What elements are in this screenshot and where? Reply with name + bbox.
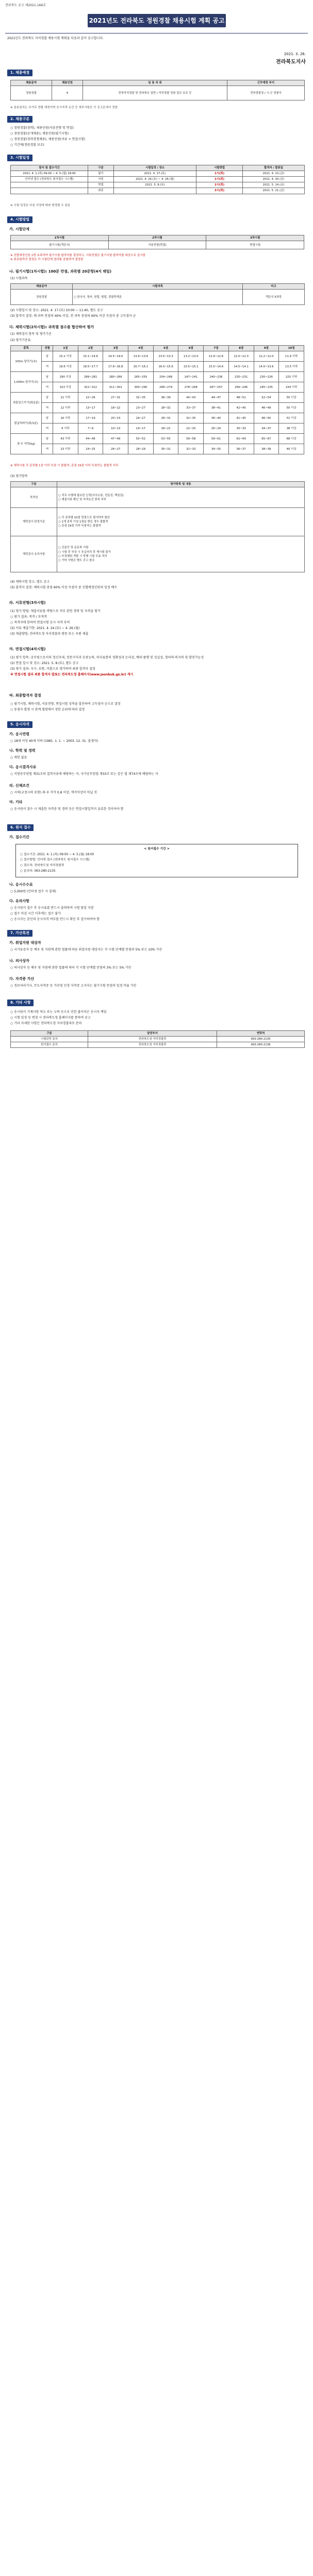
table-cell: 16.0~15.6 bbox=[153, 362, 178, 372]
table-cell: 남 bbox=[42, 393, 53, 403]
list-item: ○ 기간제(정원경찰 보조) bbox=[10, 143, 44, 147]
paragraph bbox=[10, 1010, 307, 1027]
table-cell: 7~9 bbox=[78, 423, 103, 434]
table-cell: 12.5~12.3 bbox=[228, 351, 254, 362]
subsection-heading: 다. 유의사항 bbox=[9, 899, 29, 903]
table-cell: 2021. 5. 14.(금) bbox=[243, 182, 305, 188]
list-item: (4) 체력시험 장소: 별도 공고 bbox=[10, 580, 50, 584]
table-cell: 34~35 bbox=[204, 444, 229, 454]
table-cell: 서류전형(면접) bbox=[108, 241, 206, 249]
table-cell: 234 이하 bbox=[279, 382, 304, 393]
section-heading: 4. 시험방법 bbox=[7, 216, 32, 223]
table-cell: 48~51 bbox=[228, 393, 254, 403]
schedule-table bbox=[10, 165, 305, 194]
table-header: 4점 bbox=[128, 346, 154, 351]
table-cell: 면접시험 bbox=[206, 241, 304, 249]
paragraph: ○ 응시원서 접수 시 제출한 자격증 및 경력 등은 면접시험일까지 유효한 것이어야 함 bbox=[10, 807, 124, 811]
table-cell: 24~25 bbox=[78, 444, 103, 454]
paragraph: ○ 제한 없음 bbox=[10, 756, 27, 759]
publication-date: 2021. 3. 26. bbox=[284, 52, 306, 56]
subsection-heading: 가. 응시연령 bbox=[9, 732, 29, 736]
table-cell bbox=[11, 182, 88, 188]
table-cell: 32~33 bbox=[178, 444, 204, 454]
table-cell: 2021. 4. 23.(금) bbox=[243, 171, 305, 177]
recruitment-table bbox=[10, 80, 305, 100]
note-text bbox=[10, 253, 307, 262]
table-cell: 063-280-2135 bbox=[217, 1037, 305, 1042]
table-cell: 14~17 bbox=[128, 423, 154, 434]
table-cell: 적격성 bbox=[11, 487, 57, 508]
subsection-heading: 나. 학력 및 경력 bbox=[9, 749, 36, 753]
table-cell: ○ 직무 수행에 필요한 능력(의사소통, 전문성, 책임감) ○ 제출서류 확인 및 자격요건 충족 여부 bbox=[57, 487, 305, 508]
table-cell: 290 이상 bbox=[53, 372, 78, 382]
subsection-heading: 가. 접수기간 bbox=[9, 835, 29, 839]
table-cell bbox=[114, 188, 196, 194]
subsection-heading: 바. 최종합격자 결정 bbox=[9, 693, 41, 698]
subject-table bbox=[10, 283, 305, 305]
paragraph bbox=[10, 609, 307, 637]
note-line: ※ 선발예정인원 1명 초과하여 필기시험 합격자를 결정하고, 서류전형은 필기시험 합격자를 대상으로 실시함 bbox=[10, 254, 145, 257]
subsection-heading: 나. 필기시험(1차시험): 100문 만점, 과목별 20문항(4지 택일) bbox=[9, 269, 112, 274]
table-cell: 전라북도청 자치경찰과 bbox=[88, 1037, 217, 1042]
table-header: 3차시험 bbox=[206, 235, 304, 241]
list-item: (1) 평가 항목: 공무원으로서의 정신자세, 전문지식과 응용능력, 의사표현의 정확성과 논리성, 예의·품행 및 성실성, 창의력·의지력 및 발전가능성 bbox=[10, 656, 204, 659]
table-header: 원서 및 접수기간 bbox=[11, 165, 88, 171]
table-cell: 3시(회) bbox=[196, 188, 243, 194]
table-header: 채용분야 bbox=[11, 80, 52, 86]
table-cell: 팔굽혀펴기(회/1분) bbox=[11, 413, 42, 434]
table-header: 종목 bbox=[11, 346, 42, 351]
table-cell: 26~27 bbox=[103, 444, 128, 454]
table-cell: 15.1~14.6 bbox=[78, 351, 103, 362]
table-cell: 2시(회) bbox=[196, 182, 243, 188]
list-item: ○ 정원경찰(공개채용), 채용인원(필기시험) bbox=[10, 132, 69, 135]
table-cell: 15.2 이상 bbox=[53, 351, 78, 362]
table-cell: 4 bbox=[52, 86, 83, 100]
table-cell: 52~54 bbox=[254, 393, 279, 403]
table-cell: 36~40 bbox=[204, 413, 229, 423]
list-item: (2) 시험일시 및 장소: 2021. 4. 17.(토) 10:00 ~ 11:40, 별도 공고 bbox=[10, 309, 103, 312]
table-cell: 50 이상 bbox=[279, 403, 304, 413]
box-line: ○ 문의처: 063-280-2135 bbox=[20, 869, 56, 873]
section-heading: 1. 채용예정 bbox=[7, 70, 32, 76]
list-item: (5) 합격자 결정: 체력시험 총점 60% 이상 득점자 중 선발예정인원의 일정 배수 bbox=[10, 586, 118, 589]
table-cell: 윗몸일으키기(회/1분) bbox=[11, 393, 42, 413]
table-cell: 230~226 bbox=[254, 372, 279, 382]
table-cell: 34~37 bbox=[254, 423, 279, 434]
table-cell: 225 이하 bbox=[279, 372, 304, 382]
note-text: ※ 체력시험 각 종목별 1점 이하 득점 시 불합격, 총점 19점 이하 득점자는 불합격 처리 bbox=[10, 464, 119, 467]
table-cell: 14.5~14.0 bbox=[103, 351, 128, 362]
table-header: 2점 bbox=[78, 346, 103, 351]
table-cell: 51 이상 bbox=[279, 413, 304, 423]
list-item: ○ 응시자는 본인의 응시자격 여부를 반드시 확인 후 접수하여야 함 bbox=[10, 918, 100, 921]
paragraph bbox=[10, 308, 307, 319]
table-header: 1점 bbox=[53, 346, 78, 351]
table-cell: 13~17 bbox=[78, 403, 103, 413]
table-cell: 27~31 bbox=[103, 393, 128, 403]
table-cell: 235~231 bbox=[228, 372, 254, 382]
list-item: ○ 시험 일정 등 변경 시 전라북도청 홈페이지를 통하여 공고 bbox=[10, 1016, 91, 1020]
table-cell: 1시(회) bbox=[196, 177, 243, 182]
list-item: (1) 평가 방법: 제출서류를 바탕으로 직무 관련 경력 및 자격을 평가 bbox=[10, 609, 101, 613]
table-row bbox=[11, 413, 304, 423]
table-cell: 1,000m 달리기(초) bbox=[11, 372, 42, 393]
box-line: ○ 접수기간: 2021. 4. 1.(목) 09:00 ~ 4. 5.(월) 18:00 bbox=[20, 853, 94, 856]
table-cell: 33~37 bbox=[178, 403, 204, 413]
table-cell: 2021. 5. 8.(토) bbox=[114, 182, 196, 188]
table-cell: 22~25 bbox=[178, 423, 204, 434]
table-row bbox=[11, 444, 304, 454]
table-row bbox=[11, 434, 304, 444]
table-cell: 13.2~13.0 bbox=[178, 351, 204, 362]
table-header: 담당부서 bbox=[88, 1031, 217, 1037]
highlight-note: ※ 면접시험 결과 최종 합격자 발표는 전라북도청 홈페이지(www.jeonbuk.go.kr) 게시 bbox=[10, 673, 134, 676]
table-row bbox=[11, 403, 304, 413]
table-cell: 2021. 5. 21.(금) bbox=[243, 188, 305, 194]
table-cell: 46~49 bbox=[254, 403, 279, 413]
paragraph: ○ 의사상자 등 예우 및 지원에 관한 법률에 따라 각 시험 단계별 만점의 3% 또는 5% 가산 bbox=[10, 966, 131, 970]
box-title: < 원서접수 기간 > bbox=[144, 848, 170, 851]
table-header: 연락처 bbox=[217, 1031, 305, 1037]
note-text: ※ 시험 일정은 다음 사정에 따라 변경될 수 있음 bbox=[10, 204, 71, 207]
table-cell: 59~61 bbox=[204, 434, 229, 444]
table-cell: 311~301 bbox=[103, 382, 128, 393]
table-cell: 289~279 bbox=[153, 382, 178, 393]
issuing-organization: 전라북도지사 bbox=[276, 59, 306, 65]
table-header: 5점 bbox=[153, 346, 178, 351]
table-cell: 28~29 bbox=[128, 444, 154, 454]
paragraph bbox=[10, 126, 307, 148]
table-cell: 56~58 bbox=[178, 434, 204, 444]
table-cell: 13.9~13.6 bbox=[128, 351, 154, 362]
paragraph: ○ 시력(교정시력 포함) 좌·우 각각 0.8 이상, 색각이상이 아닐 것 bbox=[10, 791, 97, 794]
table-header: 합격자 / 발표일 bbox=[243, 165, 305, 171]
table-cell: 15.0~14.6 bbox=[204, 362, 229, 372]
table-cell: 14.0~13.6 bbox=[254, 362, 279, 372]
table-cell: 시험관련 문의 bbox=[11, 1037, 88, 1042]
table-cell: 여 bbox=[42, 444, 53, 454]
table-row bbox=[11, 351, 304, 362]
table-cell: 13.5 이하 bbox=[279, 362, 304, 372]
table-cell: 17.6~16.8 bbox=[103, 362, 128, 372]
list-item: ○ 동점자 발생 시 관계 법령에서 정한 순위에 따라 결정 bbox=[10, 708, 85, 711]
table-cell: 32~35 bbox=[178, 413, 204, 423]
paragraph: ○ 국가유공자 등 예우 및 지원에 관한 법률에 따른 취업지원 대상자는 각 시험 단계별 만점의 5% 또는 10% 가산 bbox=[10, 948, 162, 952]
document-title: 2021년도 전라북도 정원경찰 채용시험 계획 공고 bbox=[88, 14, 226, 27]
table-cell: 16.7~16.1 bbox=[128, 362, 154, 372]
table-cell: 46~50 bbox=[254, 413, 279, 423]
table-cell: 40 이상 bbox=[279, 444, 304, 454]
table-cell: 300~290 bbox=[128, 382, 154, 393]
table-cell: 38 이상 bbox=[279, 423, 304, 434]
note-line: ※ 최종합격자 결정은 각 시험단계 결과를 종합하여 결정함 bbox=[10, 258, 84, 262]
paragraph: ○ 지방공무원법 제31조의 결격사유에 해당하는 자, 국가공무원법 제33조 또는 같은 법 제74조에 해당하는 자 bbox=[10, 772, 158, 776]
table-cell: 18~22 bbox=[103, 403, 128, 413]
table-header: 10점 bbox=[279, 346, 304, 351]
table-cell: 50~52 bbox=[128, 434, 154, 444]
table-header: 9점 bbox=[254, 346, 279, 351]
table-cell: 면접 bbox=[88, 182, 114, 188]
table-cell: 여 bbox=[42, 423, 53, 434]
table-cell: 240~236 bbox=[204, 372, 229, 382]
section-heading: 3. 시험일정 bbox=[7, 155, 32, 161]
paragraph bbox=[10, 906, 307, 923]
table-cell: 47~49 bbox=[103, 434, 128, 444]
table-header: 2차시험 bbox=[108, 235, 206, 241]
paragraph: (1) 체력검사 항목 및 평가기준 bbox=[10, 332, 52, 336]
list-item: (3) 합격자 결정: 매 과목 만점의 40% 이상, 전 과목 총점의 60% 이상 득점자 중 고득점자 순 bbox=[10, 314, 136, 318]
table-header: 성별 bbox=[42, 346, 53, 351]
list-item: ○ 적격자에 한하여 면접시험 응시 자격 부여 bbox=[10, 621, 70, 624]
subsection-heading: 가. 시험단계 bbox=[9, 227, 29, 231]
subsection-heading: 다. 응시결격사유 bbox=[9, 765, 37, 769]
table-row bbox=[11, 393, 304, 403]
paragraph bbox=[10, 655, 307, 678]
table-cell: 323 이상 bbox=[53, 382, 78, 393]
paragraph: (1) 시험과목 bbox=[10, 277, 28, 280]
table-header: 임 용 직 위 bbox=[83, 80, 227, 86]
table-cell: ○ 신분증 및 운동복 지참 ○ 시험 중 부상 시 응급처치 후 재시험 불가 ○ 부정행위 적발 시 당해 시험 무효 처리 ○ 기타 사항은 별도 공고 참조 bbox=[57, 536, 305, 572]
table-cell: 18.5~17.7 bbox=[78, 362, 103, 372]
paragraph: ○ 정보처리기사, 무도자격증 등 가산점 인정 자격증 소지자는 필기시험 만점의 일정 비율 가산 bbox=[10, 984, 137, 988]
contact-table bbox=[10, 1030, 305, 1048]
table-cell: 65~67 bbox=[254, 434, 279, 444]
table-cell: 2021. 4. 1.(목) 09:00 ~ 4. 5.(월) 18:00 bbox=[11, 171, 88, 177]
table-cell: 체력검사 유의사항 bbox=[11, 536, 57, 572]
table-cell: 18~21 bbox=[153, 423, 178, 434]
table-cell: 100m 달리기(초) bbox=[11, 351, 42, 372]
subsection-heading: 마. 기타 bbox=[9, 800, 23, 804]
list-item: ○ 필기시험, 체력시험, 서류전형, 면접시험 성적을 합산하여 고득점자 순으로 결정 bbox=[10, 702, 121, 706]
table-cell: 21 이하 bbox=[53, 393, 78, 403]
evaluation-table bbox=[10, 481, 305, 572]
table-header: 시험방법 bbox=[196, 165, 243, 171]
table-cell: 남 bbox=[42, 434, 53, 444]
table-cell: 인터넷 접수 (전라북도 원서접수 시스템) bbox=[11, 177, 88, 182]
fitness-table bbox=[10, 345, 304, 454]
table-cell: 36~39 bbox=[153, 393, 178, 403]
paragraph: ○ 18세 이상 40세 이하 (1981. 1. 1. ~ 2003. 12. 31. 출생자) bbox=[10, 739, 98, 743]
fitness-table-body bbox=[11, 351, 304, 454]
list-item: (3) 평가 결과: 우수, 보통, 미흡으로 평가하여 최종 합격자 결정 bbox=[10, 667, 95, 671]
subsection-heading: 다. 체력시험(2차시험): 과목별 점수를 합산하여 평가 bbox=[9, 325, 94, 329]
section-heading: 2. 채용구분 bbox=[7, 116, 32, 123]
table-cell: 55 이상 bbox=[279, 393, 304, 403]
table-cell: 38~39 bbox=[254, 444, 279, 454]
table-header: 시험과목 bbox=[73, 284, 243, 290]
table-cell: ○ 한국사, 영어, 헌법, 형법, 경찰학개론 bbox=[73, 290, 243, 305]
table-cell: 53~55 bbox=[153, 434, 178, 444]
subsection-heading: 라. 서류전형(3차시험) bbox=[9, 601, 46, 605]
table-header: 8점 bbox=[228, 346, 254, 351]
table-header: 구분 bbox=[88, 165, 114, 171]
table-cell: 17~19 bbox=[78, 413, 103, 423]
table-cell: 62~64 bbox=[228, 434, 254, 444]
table-cell: 280~266 bbox=[103, 372, 128, 382]
table-header: 근무예정 부서 bbox=[227, 80, 305, 86]
note-text: ※ 임용일자는 추가로 정할 예정이며 응시자격 요건 등 세부사항은 이 공고문에서 정함 bbox=[10, 106, 118, 109]
table-cell: 12.9~12.6 bbox=[204, 351, 229, 362]
table-cell: 여 bbox=[42, 403, 53, 413]
table-cell: 10~13 bbox=[103, 423, 128, 434]
table-cell: 30~31 bbox=[153, 444, 178, 454]
table-cell: 26~29 bbox=[204, 423, 229, 434]
paragraph: (2) 평가기준표 bbox=[10, 338, 31, 342]
table-cell: 063-280-2136 bbox=[217, 1042, 305, 1048]
table-cell: 20~23 bbox=[103, 413, 128, 423]
table-cell: 1시(회) bbox=[196, 171, 243, 177]
table-cell bbox=[11, 188, 88, 194]
table-cell: 40~43 bbox=[178, 393, 204, 403]
section-heading: 5. 응시자격 bbox=[7, 721, 32, 728]
table-row bbox=[11, 362, 304, 372]
table-cell: 44~46 bbox=[78, 434, 103, 444]
table-cell: 서류 bbox=[88, 177, 114, 182]
table-row bbox=[11, 382, 304, 393]
list-item: ○ 평가 결과: 적격 / 부적격 bbox=[10, 615, 47, 619]
list-item: (3) 제출방법: 전라북도청 자치경찰과 방문 또는 우편 제출 bbox=[10, 632, 89, 636]
table-cell: 2021. 4. 30.(금) bbox=[243, 177, 305, 182]
table-cell: 객관식 5과목 bbox=[243, 290, 305, 305]
table-header: 6점 bbox=[178, 346, 204, 351]
table-cell: 여 bbox=[42, 362, 53, 372]
table-cell: 여 bbox=[42, 382, 53, 393]
table-cell: 전북자치경찰 및 전라북도 일반 / 자치경찰 정원 업무 보조 등 bbox=[83, 86, 227, 100]
table-cell: 11.9 이하 bbox=[279, 351, 304, 362]
subsection-heading: 다. 자격증 가산 bbox=[9, 977, 35, 981]
table-cell: 남 bbox=[42, 351, 53, 362]
paragraph: ○ 5,000원 (인터넷 접수 시 결제) bbox=[10, 890, 56, 893]
list-item: ○ 접수 마감 시간 이후에는 접수 불가 bbox=[10, 912, 61, 916]
document-number: 전라북도 공고 제2021-166호 bbox=[5, 4, 46, 7]
table-cell: 정원경찰 bbox=[11, 290, 73, 305]
table-cell: 남 bbox=[42, 413, 53, 423]
table-header: 시험일정 / 장소 bbox=[114, 165, 196, 171]
table-header: 구분 bbox=[11, 482, 57, 487]
table-row bbox=[11, 372, 304, 382]
list-item: ○ 응시원서 기재사항 착오 또는 누락 등으로 인한 불이익은 응시자 책임 bbox=[10, 1010, 107, 1014]
table-cell: 체력검사 판정기준 bbox=[11, 508, 57, 536]
section-heading: 6. 원서 접수 bbox=[7, 824, 34, 831]
table-cell: 원서접수 문의 bbox=[11, 1042, 88, 1048]
table-cell: 44~47 bbox=[204, 393, 229, 403]
table-cell: 2021. 4. 17.(토) bbox=[114, 171, 196, 177]
table-header: 구분 bbox=[11, 1031, 88, 1037]
table-cell: 필기 bbox=[88, 171, 114, 177]
table-cell: 68 이상 bbox=[279, 434, 304, 444]
table-cell: 정원경찰 bbox=[11, 86, 52, 100]
paragraph bbox=[10, 702, 307, 713]
table-cell: 278~268 bbox=[178, 382, 204, 393]
subsection-heading: 마. 면접시험(4차시험) bbox=[9, 647, 46, 651]
table-cell: 32~35 bbox=[128, 393, 154, 403]
table-header: 7점 bbox=[204, 346, 229, 351]
table-cell: 289~281 bbox=[78, 372, 103, 382]
table-header: 1차시험 bbox=[11, 235, 109, 241]
list-item: ○ 정원경찰(경력경쟁채용), 채용인원(서류 + 면접시험) bbox=[10, 138, 86, 141]
table-cell: 43 이하 bbox=[53, 434, 78, 444]
table-cell: 23~27 bbox=[128, 403, 154, 413]
list-item: ○ 기타 자세한 사항은 전라북도청 자치경찰과로 문의 bbox=[10, 1022, 82, 1025]
table-header: 평가항목 및 내용 bbox=[57, 482, 305, 487]
table-cell: 36~37 bbox=[228, 444, 254, 454]
section-heading: 7. 가산특전 bbox=[7, 930, 32, 937]
intro-text: 2021년도 전라북도 자치경찰 채용시험 계획을 다음과 같이 공고합니다. bbox=[7, 37, 104, 40]
table-row bbox=[11, 423, 304, 434]
table-cell: ○ 각 종목별 10점 만점으로 평가하여 합산 ○ 1개 종목 이상 1점을 받은 경우 불합격 ○ 총점 19점 이하 득점자는 불합격 bbox=[57, 508, 305, 536]
table-cell: 322~312 bbox=[78, 382, 103, 393]
subsection-heading: 나. 의사상자 bbox=[9, 959, 29, 963]
paragraph: (3) 평가항목 bbox=[10, 474, 28, 478]
table-header: 비고 bbox=[243, 284, 305, 290]
table-cell: 267~257 bbox=[204, 382, 229, 393]
table-cell: 23 이하 bbox=[53, 444, 78, 454]
table-header: 3점 bbox=[103, 346, 128, 351]
table-cell: 최종 bbox=[88, 188, 114, 194]
table-cell: 필기시험(객관식) bbox=[11, 241, 109, 249]
table-cell: 22~26 bbox=[78, 393, 103, 403]
box-line: ○ 접수방법: 인터넷 접수 (전라북도 원서접수 시스템) bbox=[20, 858, 90, 862]
table-header: 채용분야 bbox=[11, 284, 73, 290]
table-cell: 265~255 bbox=[128, 372, 154, 382]
table-cell: 28~32 bbox=[153, 403, 178, 413]
table-cell: 254~248 bbox=[153, 372, 178, 382]
table-cell: 38~41 bbox=[204, 403, 229, 413]
table-cell: 14.5~14.1 bbox=[228, 362, 254, 372]
table-cell: 6 이하 bbox=[53, 423, 78, 434]
table-header: 채용인원 bbox=[52, 80, 83, 86]
table-cell: 13.5~13.3 bbox=[153, 351, 178, 362]
subsection-heading: 라. 신체조건 bbox=[9, 784, 29, 788]
section-heading: 8. 기타 사항 bbox=[7, 999, 34, 1006]
table-cell: 30~33 bbox=[228, 423, 254, 434]
table-cell: 24~27 bbox=[128, 413, 154, 423]
subsection-heading: 나. 응시수수료 bbox=[9, 883, 33, 887]
box-line: ○ 접수처: 전라북도청 자치경찰과 bbox=[20, 864, 64, 868]
table-cell: 41~45 bbox=[228, 413, 254, 423]
table-cell: 42~45 bbox=[228, 403, 254, 413]
subsection-heading: 가. 취업지원 대상자 bbox=[9, 941, 41, 945]
list-item: ○ 응시원서 접수 후 응시표를 반드시 출력하여 시험 당일 지참 bbox=[10, 906, 94, 910]
table-cell: 18.6 이상 bbox=[53, 362, 78, 372]
table-cell: 247~241 bbox=[178, 372, 204, 382]
table-cell: 남 bbox=[42, 372, 53, 382]
stage-table bbox=[10, 235, 304, 249]
list-item: (2) 면접 일시 및 장소: 2021. 5. 8.(토), 별도 공고 bbox=[10, 662, 79, 665]
table-cell: 256~246 bbox=[228, 382, 254, 393]
table-cell: 28~31 bbox=[153, 413, 178, 423]
table-cell: 12.2~12.0 bbox=[254, 351, 279, 362]
application-period-box bbox=[15, 844, 298, 877]
table-cell: 전북경찰청 / 시·군 경찰서 bbox=[227, 86, 305, 100]
table-cell: 2021. 4. 24.(토) ~ 4. 26.(월) bbox=[114, 177, 196, 182]
list-item: ○ 정원경찰(경력), 채용인원(서류전형 및 면접) bbox=[10, 126, 74, 130]
paragraph bbox=[10, 580, 307, 591]
table-cell: 15.5~15.1 bbox=[178, 362, 204, 372]
table-cell: 245~235 bbox=[254, 382, 279, 393]
table-cell: 12 이하 bbox=[53, 403, 78, 413]
table-cell: 16 이하 bbox=[53, 413, 78, 423]
table-cell: 전라북도청 자치경찰과 bbox=[88, 1042, 217, 1048]
list-item: (2) 서류 제출기한: 2021. 4. 24.(토) ~ 4. 26.(월) bbox=[10, 626, 80, 630]
table-cell: 좌·우 악력(kg) bbox=[11, 434, 42, 454]
